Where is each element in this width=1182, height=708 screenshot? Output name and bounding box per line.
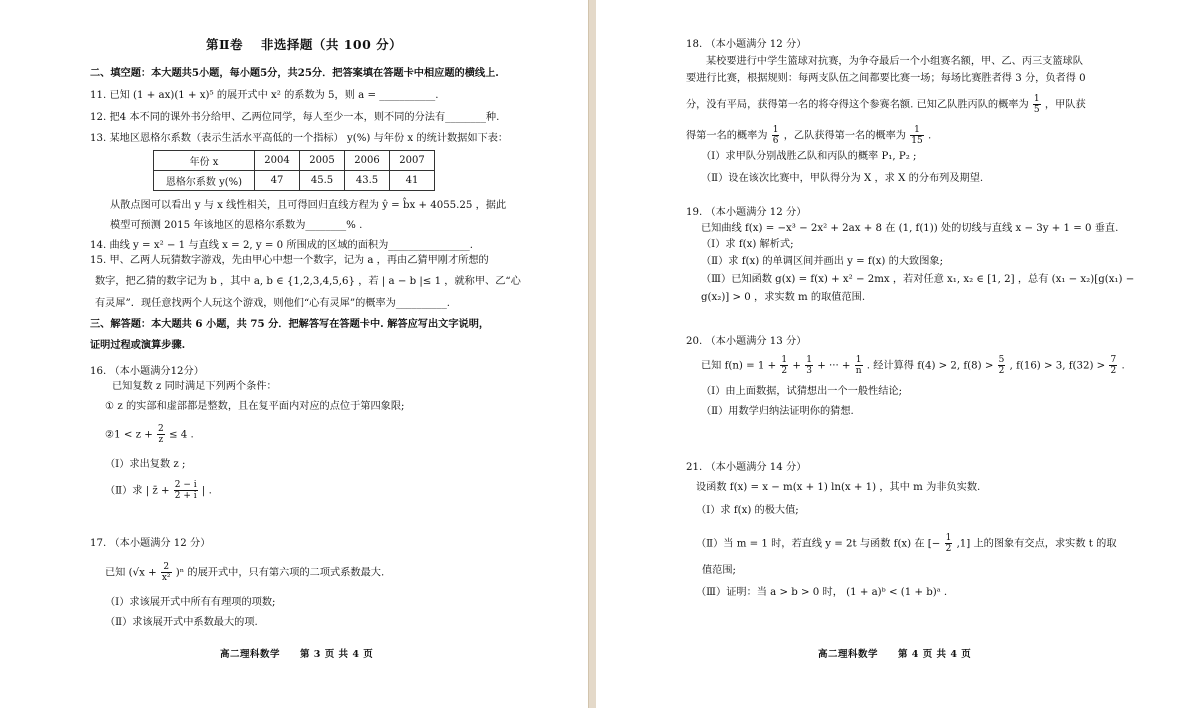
question-13-line2: 从散点图可以看出 y 与 x 线性相关，且可得回归直线方程为 ŷ = b̂x + 4055.25 ，据此 bbox=[110, 200, 507, 211]
numerator: 7 bbox=[1110, 355, 1117, 365]
denominator: 3 bbox=[806, 366, 812, 376]
denominator: 15 bbox=[911, 136, 923, 146]
fraction bbox=[1109, 355, 1117, 376]
denominator: 2 bbox=[998, 366, 1005, 376]
question-17-title: 17. （本小题满分 12 分） bbox=[90, 538, 211, 549]
page-footer: 高二理科数学 第 4 页 共 4 页 bbox=[818, 649, 972, 660]
page-footer: 高二理科数学 第 3 页 共 4 页 bbox=[220, 649, 374, 660]
fraction bbox=[157, 424, 165, 445]
question-21-part-2-cont: 值范围; bbox=[702, 565, 736, 576]
question-20-title: 20. （本小题满分 13 分） bbox=[686, 336, 807, 347]
question-16-part-2 bbox=[105, 480, 212, 501]
text: . bbox=[927, 130, 932, 142]
table-cell: 年份 x bbox=[154, 151, 255, 171]
table-row bbox=[154, 171, 435, 191]
exam-page-3 bbox=[0, 0, 588, 708]
numerator: 2 bbox=[158, 424, 164, 434]
table-cell: 47 bbox=[255, 171, 300, 191]
question-18-line-1: 某校要进行中学生篮球对抗赛，为争夺最后一个小组赛名额，甲、乙、丙三支篮球队 bbox=[706, 56, 1083, 67]
question-15-line1: 15. 甲、乙两人玩猜数字游戏，先由甲心中想一个数字，记为 a ，再由乙猜甲刚才所想的 bbox=[90, 255, 489, 266]
text: 得第一名的概率为 bbox=[686, 130, 768, 142]
question-13: 13. 某地区恩格尔系数（表示生活水平高低的一个指标） y(%) 与年份 x 的统计数据如下表： bbox=[90, 133, 509, 144]
math-text: , f(16) > 3, f(32) > bbox=[1009, 360, 1106, 372]
math-text: | . bbox=[201, 485, 212, 497]
fill-in-header: 二、填空题：本大题共5小题，每小题5分，共25分．把答案填在答题卡中相应题的横线上. bbox=[90, 67, 499, 79]
table-cell: 恩格尔系数 y(%) bbox=[154, 171, 255, 191]
question-15-line2: 数字，把乙猜的数字记为 b ，其中 a, b ∈ {1,2,3,4,5,6} ，若 | a − b |≤ 1 ，就称甲、乙“心 bbox=[95, 276, 521, 287]
question-21-part-2 bbox=[696, 533, 1117, 554]
denominator: n bbox=[855, 366, 862, 376]
question-19-statement: 已知曲线 f(x) = −x³ − 2x² + 2ax + 8 在 (1, f(1)) 处的切线与直线 x − 3y + 1 = 0 垂直. bbox=[701, 223, 1119, 234]
question-20-part-2: （Ⅱ）用数学归纳法证明你的猜想. bbox=[701, 406, 854, 417]
text: ,1] 上的图象有交点，求实数 t 的取 bbox=[956, 538, 1117, 550]
denominator: 2 + i bbox=[174, 491, 197, 501]
fraction bbox=[174, 480, 198, 501]
math-text: . 经计算得 f(4) > 2, f(8) > bbox=[866, 360, 994, 372]
question-18-line-3 bbox=[686, 94, 1086, 115]
question-20-statement bbox=[701, 355, 1125, 376]
engel-coefficient-table bbox=[153, 150, 435, 191]
denominator: z bbox=[158, 435, 164, 445]
solve-header-cont: 证明过程或演算步骤. bbox=[90, 339, 186, 351]
question-19-part-3: （Ⅲ）已知函数 g(x) = f(x) + x² − 2mx ，若对任意 x₁, x₂ ∈ [1, 2] ，总有 (x₁ − x₂)[g(x₁) − bbox=[701, 274, 1135, 285]
numerator: 1 bbox=[855, 355, 862, 365]
question-19-part-3-cont: g(x₂)] > 0 ，求实数 m 的取值范围. bbox=[701, 292, 866, 303]
question-15-line3: 有灵犀”．现任意找两个人玩这个游戏，则他们“心有灵犀”的概率为__________. bbox=[95, 298, 451, 309]
question-18-part-1: （Ⅰ）求甲队分别战胜乙队和丙队的概率 P₁, P₂ ; bbox=[701, 151, 917, 162]
numerator: 2 bbox=[161, 562, 172, 573]
question-16-title: 16. （本小题满分12分） bbox=[90, 366, 204, 377]
denominator: 2 bbox=[1110, 366, 1117, 376]
table-cell: 2006 bbox=[345, 151, 390, 171]
question-17-part-1: （Ⅰ）求该展开式中所有有理项的项数; bbox=[105, 597, 276, 608]
text: 分，没有平局，获得第一名的将夺得这个参赛名额. 已知乙队胜丙队的概率为 bbox=[686, 99, 1029, 111]
question-21-statement: 设函数 f(x) = x − m(x + 1) ln(x + 1) ，其中 m 为非负实数. bbox=[696, 482, 981, 493]
fraction bbox=[772, 125, 780, 146]
question-13-line3: 模型可预测 2015 年该地区的恩格尔系数为________% . bbox=[110, 220, 363, 231]
math-text: 已知 f(n) = 1 + bbox=[701, 360, 777, 372]
fraction bbox=[161, 562, 172, 583]
denominator: x² bbox=[161, 573, 171, 583]
fraction bbox=[1033, 94, 1041, 115]
question-18-line-2: 要进行比赛，根据规则：每两支队伍之间都要比赛一场；每场比赛胜者得 3 分，负者得 0 bbox=[686, 73, 1086, 84]
fraction bbox=[910, 125, 923, 146]
question-21-title: 21. （本小题满分 14 分） bbox=[686, 462, 807, 473]
denominator: 5 bbox=[1033, 105, 1040, 115]
question-21-part-3: （Ⅲ）证明：当 a > b > 0 时， (1 + a)ᵇ < (1 + b)ᵃ . bbox=[696, 587, 948, 598]
table-cell: 43.5 bbox=[345, 171, 390, 191]
numerator: 1 bbox=[910, 125, 923, 136]
question-18-part-2: （Ⅱ）设在该次比赛中，甲队得分为 X ，求 X 的分布列及期望. bbox=[701, 173, 984, 184]
numerator: 1 bbox=[945, 533, 952, 543]
question-19-title: 19. （本小题满分 12 分） bbox=[686, 207, 807, 218]
question-17-part-2: （Ⅱ）求该展开式中系数最大的项. bbox=[105, 617, 258, 628]
question-16-intro: 已知复数 z 同时满足下列两个条件： bbox=[112, 381, 277, 392]
section-title: 第Ⅱ卷 非选择题（共 100 分） bbox=[206, 37, 403, 52]
question-16-condition-2 bbox=[105, 424, 194, 445]
fraction bbox=[998, 355, 1006, 376]
math-text: + ··· + bbox=[817, 360, 851, 372]
question-17-statement bbox=[105, 562, 384, 583]
table-cell: 41 bbox=[390, 171, 435, 191]
denominator: 2 bbox=[781, 366, 788, 376]
fraction bbox=[855, 355, 863, 376]
question-16-part-1: （Ⅰ）求出复数 z ; bbox=[105, 459, 186, 470]
math-text: （Ⅱ）求 | z̄ + bbox=[105, 485, 170, 497]
question-16-condition-1: ① z 的实部和虚部都是整数，且在复平面内对应的点位于第四象限; bbox=[105, 401, 405, 412]
table-cell: 2004 bbox=[255, 151, 300, 171]
table-cell: 45.5 bbox=[300, 171, 345, 191]
solve-header: 三、解答题：本大题共 6 小题，共 75 分．把解答写在答题卡中. 解答应写出文字说明， bbox=[90, 318, 490, 330]
numerator: 5 bbox=[998, 355, 1005, 365]
math-text: ②1 < z + bbox=[105, 429, 153, 441]
numerator: 2 − i bbox=[174, 480, 197, 490]
numerator: 1 bbox=[781, 355, 788, 365]
math-text: + bbox=[792, 360, 801, 372]
question-11: 11. 已知 (1 + ax)(1 + x)⁵ 的展开式中 x² 的系数为 5，则 a = ___________. bbox=[90, 90, 439, 101]
exam-page-4 bbox=[596, 0, 1182, 708]
table-row bbox=[154, 151, 435, 171]
question-18-line-4 bbox=[686, 125, 931, 146]
table-cell: 2005 bbox=[300, 151, 345, 171]
numerator: 1 bbox=[772, 125, 779, 135]
math-text: . bbox=[1121, 360, 1125, 372]
text: ，乙队获得第一名的概率为 bbox=[783, 130, 906, 142]
text: ，甲队获 bbox=[1044, 99, 1086, 111]
text: （Ⅱ）当 m = 1 时，若直线 y = 2t 与函数 f(x) 在 [− bbox=[696, 538, 941, 550]
numerator: 1 bbox=[1033, 94, 1040, 104]
numerator: 1 bbox=[806, 355, 812, 365]
question-20-part-1: （Ⅰ）由上面数据，试猜想出一个一般性结论; bbox=[701, 386, 903, 397]
math-text: )ⁿ 的展开式中，只有第六项的二项式系数最大. bbox=[175, 567, 385, 579]
question-21-part-1: （Ⅰ）求 f(x) 的极大值; bbox=[696, 505, 799, 516]
fraction bbox=[945, 533, 953, 554]
question-19-part-1: （Ⅰ）求 f(x) 解析式; bbox=[701, 239, 794, 250]
math-text: ≤ 4 . bbox=[169, 429, 194, 441]
question-19-part-2: （Ⅱ）求 f(x) 的单调区间并画出 y = f(x) 的大致图象; bbox=[701, 256, 944, 267]
denominator: 6 bbox=[772, 136, 779, 146]
denominator: 2 bbox=[945, 544, 952, 554]
math-text: 已知 (√x + bbox=[105, 567, 157, 579]
fraction bbox=[805, 355, 813, 376]
question-14: 14. 曲线 y = x² − 1 与直线 x = 2, y = 0 所围成的区域的面积为________________. bbox=[90, 240, 473, 251]
fraction bbox=[780, 355, 788, 376]
table-cell: 2007 bbox=[390, 151, 435, 171]
question-12: 12. 把4 本不同的课外书分给甲、乙两位同学，每人至少一本，则不同的分法有________种. bbox=[90, 112, 500, 123]
question-18-title: 18. （本小题满分 12 分） bbox=[686, 39, 807, 50]
